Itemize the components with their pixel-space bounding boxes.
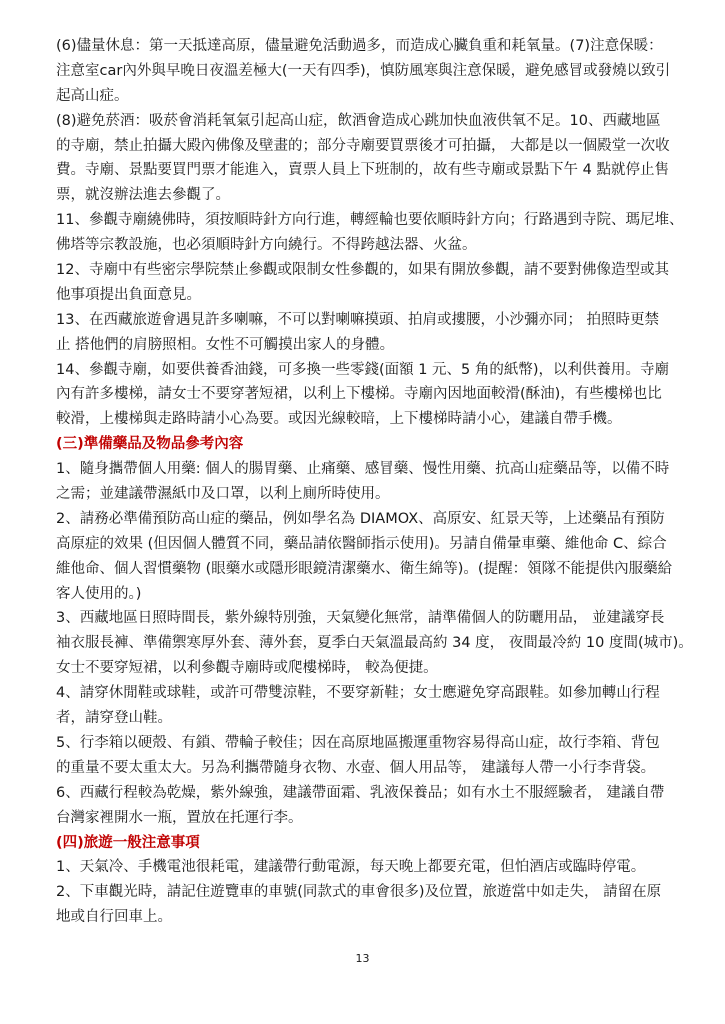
text-line: 之需；並建議帶濕紙巾及口罩，以利上廁所時使用。 <box>56 486 390 503</box>
text-line: 1、天氣冷、手機電池很耗電，建議帶行動電源，每天晚上都要充電，但怕酒店或臨時停電。 <box>56 859 646 876</box>
document-body <box>56 34 693 930</box>
text-line: 內有許多樓梯，請女士不要穿著短裙，以利上下樓梯。寺廟內因地面較滑(酥油)，有些樓梯也比 <box>56 386 662 403</box>
text-line: 止 搭他們的肩膀照相。女性不可觸摸出家人的身體。 <box>56 336 395 353</box>
text-line: 的寺廟，禁止拍攝大殿內佛像及壁畫的；部分寺廟要買票後才可拍攝， 大都是以一個殿堂一次收 <box>56 137 670 154</box>
page-number: 13 <box>355 952 370 965</box>
text-line: 費。寺廟、景點要買門票才能進入，賣票人員上下班制的，故有些寺廟或景點下午 4 點就停止售 <box>56 162 669 179</box>
paragraph <box>56 781 676 831</box>
paragraph <box>56 258 676 308</box>
paragraph <box>56 34 676 109</box>
text-line: 5、行李箱以硬殼、有鎖、帶輪子較佳；因在高原地區搬運重物容易得高山症，故行李箱、背包 <box>56 734 660 751</box>
text-line: 14、參觀寺廟，如要供養香油錢，可多換一些零錢(面額 1 元、5 角的紙幣)，以利供養用。寺廟 <box>56 361 670 378</box>
text-line: 12、寺廟中有些密宗學院禁止參觀或限制女性參觀的，如果有開放參觀，請不要對佛像造型或其 <box>56 262 669 279</box>
text-line: 3、西藏地區日照時間長，紫外線特別強，天氣變化無常，請準備個人的防曬用品， 並建議穿長 <box>56 610 665 627</box>
paragraph <box>56 731 676 781</box>
paragraph <box>56 880 676 930</box>
paragraph <box>56 109 676 209</box>
section-heading-text: (三)準備藥品及物品參考內容 <box>56 436 244 453</box>
text-line: 者，請穿登山鞋。 <box>56 710 172 727</box>
paragraph <box>56 507 676 607</box>
text-line: 高原症的效果 (但因個人體質不同，藥品請依醫師指示使用)。另請自備暈車藥、維他命 C、綜合 <box>56 535 667 552</box>
text-line: 13、在西藏旅遊會遇見許多喇嘛，不可以對喇嘛摸頭、拍肩或摟腰，小沙彌亦同； 拍照時更禁 <box>56 311 660 328</box>
text-line: 2、下車觀光時，請記住遊覽車的車號(同款式的車會很多)及位置，旅遊當中如走失， 請留在原 <box>56 884 662 901</box>
text-line: (6)儘量休息：第一天抵達高原，儘量避免活動過多，而造成心臟負重和耗氧量。(7)注意保暖： <box>56 38 663 54</box>
text-line: 維他命、個人習慣藥物 (眼藥水或隱形眼鏡清潔藥水、衛生綿等)。(提醒：領隊不能提供內服藥給 <box>56 560 673 577</box>
text-line: (8)避免菸酒：吸菸會消耗氧氣引起高山症，飲酒會造成心跳加快血液供氧不足。10、西藏地區 <box>56 112 661 129</box>
text-line: 4、請穿休閒鞋或球鞋，或許可帶雙涼鞋，不要穿新鞋；女士應避免穿高跟鞋。如參加轉山行程 <box>56 685 660 702</box>
paragraph <box>56 606 693 681</box>
text-line: 2、請務必準備預防高山症的藥品，例如學名為 DIAMOX、高原安、紅景天等，上述藥品有預防 <box>56 510 665 527</box>
section-heading-text: (四)旅遊一般注意事項 <box>56 834 200 851</box>
text-line: 票，就沒辦法進去參觀了。 <box>56 187 230 204</box>
text-line: 6、西藏行程較為乾燥，紫外線強，建議帶面霜、乳液保養品；如有水土不服經驗者， 建議自帶 <box>56 784 665 801</box>
paragraph <box>56 855 676 880</box>
text-line: 起高山症。 <box>56 87 129 104</box>
paragraph <box>56 681 676 731</box>
text-line: 11、參觀寺廟繞佛時，須按順時針方向行進，轉經輪也要依順時針方向；行路遇到寺院、瑪尼堆、 <box>56 212 684 229</box>
paragraph <box>56 358 676 433</box>
section-heading <box>56 432 676 457</box>
text-line: 他事項提出負面意見。 <box>56 286 201 303</box>
text-line: 較滑，上樓梯與走路時請小心為要。或因光線較暗，上下樓梯時請小心，建議自帶手機。 <box>56 411 622 428</box>
text-line: 袖衣服長褲、準備禦寒厚外套、薄外套，夏季白天氣溫最高約 34 度， 夜間最冷約 10 度間(城市)。 <box>56 635 693 652</box>
paragraph <box>56 308 676 358</box>
paragraph <box>56 208 684 258</box>
text-line: 注意室car內外與早晚日夜溫差極大(一天有四季)，慎防風寒與注意保暖，避免感冒或發燒以致引 <box>56 62 671 79</box>
text-line: 女士不要穿短裙，以利參觀寺廟時或爬樓梯時， 較為便捷。 <box>56 660 438 677</box>
section-heading <box>56 831 676 856</box>
text-line: 台灣家裡開水一瓶，置放在托運行李。 <box>56 809 303 826</box>
text-line: 的重量不要太重太大。另為利攜帶隨身衣物、水壺、個人用品等， 建議每人帶一小行李背袋。 <box>56 759 656 776</box>
text-line: 客人使用的。) <box>56 585 142 602</box>
paragraph <box>56 457 676 507</box>
text-line: 地或自行回車上。 <box>56 909 172 926</box>
text-line: 1、隨身攜帶個人用藥: 個人的腸胃藥、止痛藥、感冒藥、慢性用藥、抗高山症藥品等，以備不時 <box>56 461 670 478</box>
text-line: 佛塔等宗教設施，也必須順時針方向繞行。不得跨越法器、火盆。 <box>56 237 477 254</box>
